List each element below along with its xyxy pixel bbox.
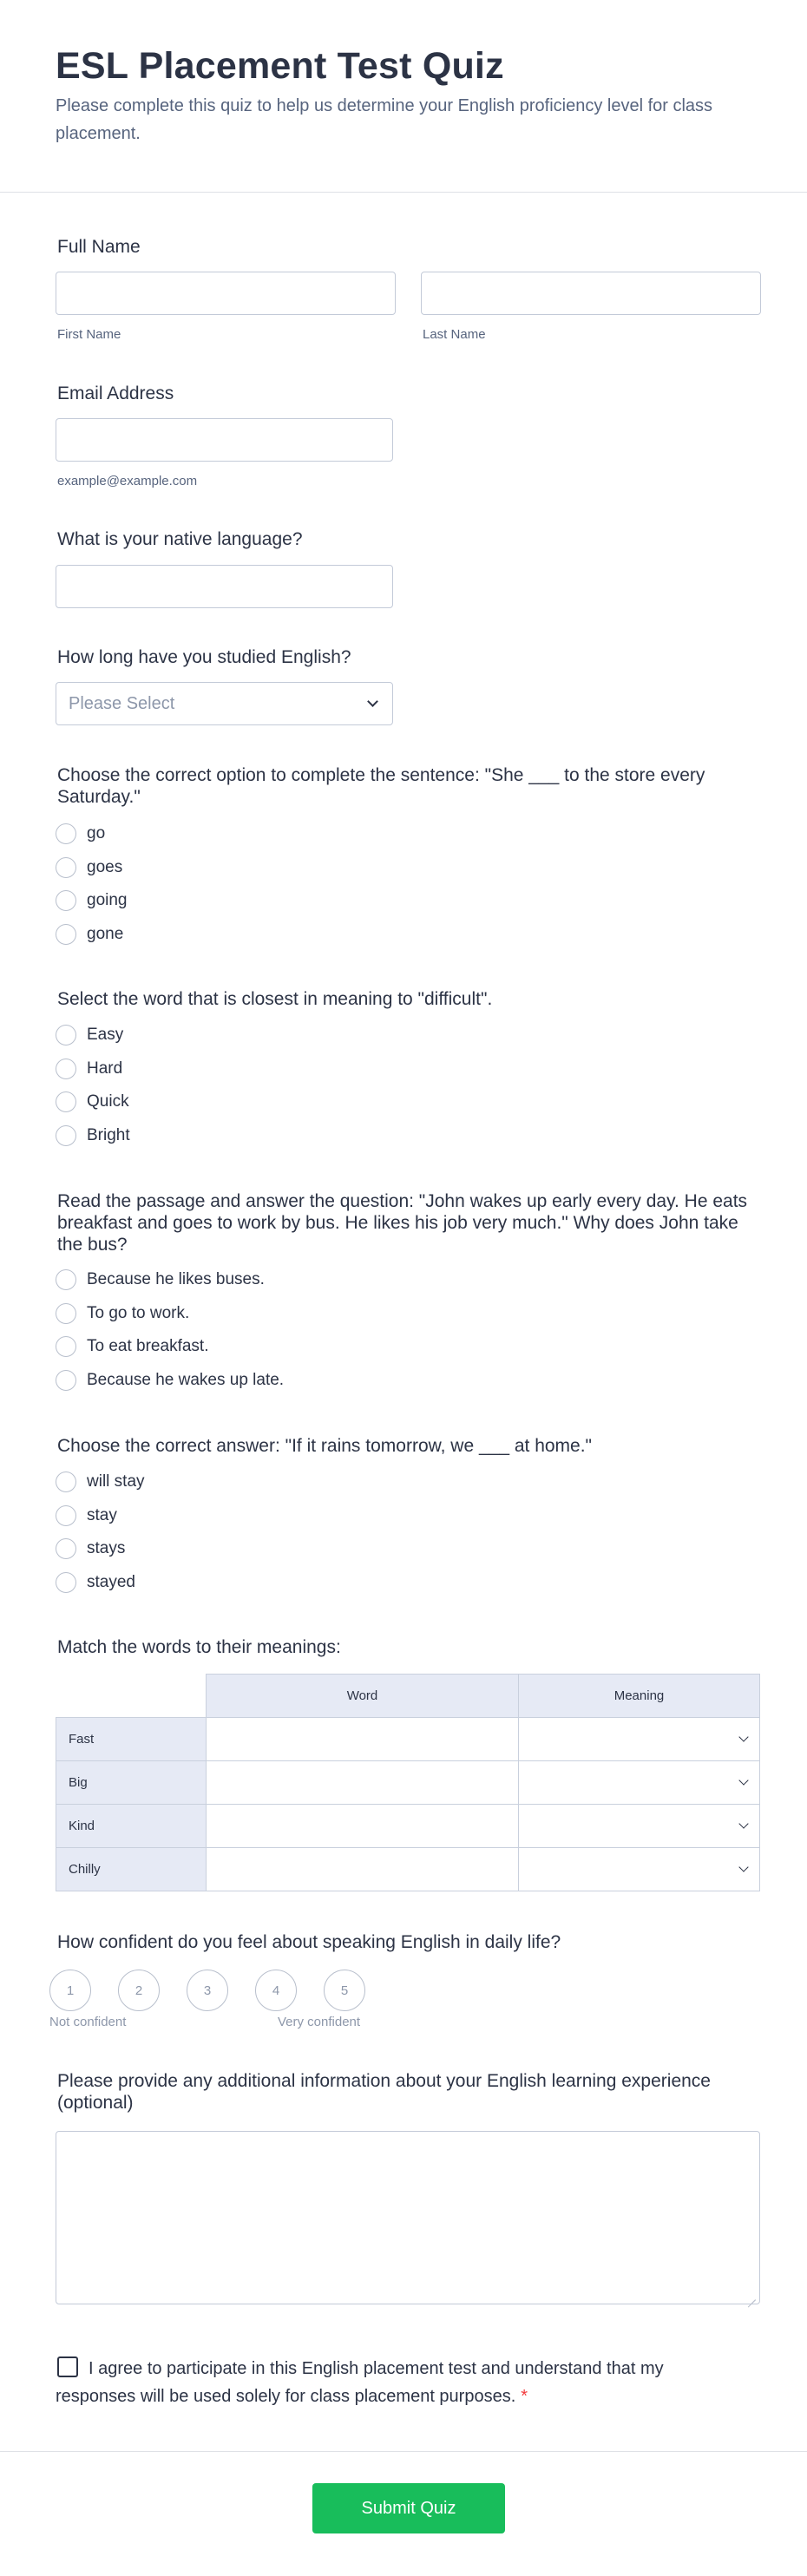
first-name-sublabel: First Name — [57, 327, 121, 342]
scale-option-1[interactable]: 1 — [49, 1970, 91, 2011]
matching-row — [56, 1848, 760, 1891]
q2-option-easy[interactable]: Easy — [56, 1024, 123, 1046]
study-duration-label: How long have you studied English? — [57, 647, 351, 667]
email-input[interactable] — [56, 418, 393, 462]
matching-meaning-select[interactable] — [519, 1761, 760, 1805]
last-name-sublabel: Last Name — [423, 327, 486, 342]
page-title: ESL Placement Test Quiz — [56, 45, 504, 87]
additional-info-label: Please provide any additional information about your English learning experience (optional) — [57, 2071, 711, 2113]
matching-label: Match the words to their meanings: — [57, 1637, 341, 1657]
matching-meaning-select[interactable] — [519, 1805, 760, 1848]
matching-row-label: Kind — [56, 1805, 207, 1848]
chevron-down-icon — [738, 1862, 748, 1871]
q2-option-bright[interactable]: Bright — [56, 1124, 130, 1147]
matching-header-row — [56, 1675, 760, 1718]
scale-low-label: Not confident — [49, 2015, 127, 2029]
matching-row-label: Fast — [56, 1718, 207, 1761]
q4-option-stayed[interactable]: stayed — [56, 1571, 135, 1594]
q4-label: Choose the correct answer: "If it rains tomorrow, we ___ at home." — [57, 1436, 593, 1456]
q3-option-2[interactable]: To go to work. — [56, 1302, 189, 1325]
chevron-down-icon — [738, 1819, 748, 1828]
matching-word-input[interactable] — [207, 1761, 519, 1805]
chevron-down-icon — [738, 1775, 748, 1785]
matching-word-input[interactable] — [207, 1718, 519, 1761]
radio-button[interactable] — [56, 1370, 76, 1391]
resize-handle-icon[interactable] — [747, 2291, 756, 2300]
study-duration-value: Please Select — [69, 694, 175, 713]
matching-col-word: Word — [207, 1675, 519, 1718]
radio-button[interactable] — [56, 1572, 76, 1593]
native-language-input[interactable] — [56, 565, 393, 608]
matching-meaning-select[interactable] — [519, 1718, 760, 1761]
q4-option-stay[interactable]: stay — [56, 1504, 117, 1527]
radio-button[interactable] — [56, 1505, 76, 1526]
scale-option-5[interactable]: 5 — [324, 1970, 365, 2011]
first-name-input[interactable] — [56, 272, 396, 315]
scale-option-3[interactable]: 3 — [187, 1970, 228, 2011]
matching-row — [56, 1805, 760, 1848]
q1-option-go[interactable]: go — [56, 823, 105, 845]
radio-button[interactable] — [56, 924, 76, 945]
chevron-down-icon — [367, 696, 378, 707]
radio-button[interactable] — [56, 1091, 76, 1112]
full-name-label: Full Name — [57, 237, 141, 257]
email-label: Email Address — [57, 383, 174, 403]
radio-button[interactable] — [56, 1025, 76, 1045]
native-language-label: What is your native language? — [57, 529, 303, 549]
q2-option-hard[interactable]: Hard — [56, 1058, 122, 1080]
matching-row — [56, 1761, 760, 1805]
radio-button[interactable] — [56, 1538, 76, 1559]
additional-info-textarea[interactable] — [56, 2131, 760, 2304]
consent-text: I agree to participate in this English placement test and understand that my responses will be used solely for class placement purposes. — [56, 2359, 664, 2406]
scale-option-2[interactable]: 2 — [118, 1970, 160, 2011]
q2-option-quick[interactable]: Quick — [56, 1091, 129, 1113]
q1-option-goes[interactable]: goes — [56, 856, 122, 879]
consent-label — [56, 2355, 698, 2410]
footer-divider — [0, 2451, 807, 2452]
email-sublabel: example@example.com — [57, 474, 198, 488]
q3-label: Read the passage and answer the question: "John wakes up early every day. He eats breakfast and goes to work by bus. He likes his job very much." Why does John take the bus? — [57, 1191, 748, 1255]
scale-option-4[interactable]: 4 — [255, 1970, 297, 2011]
page-subtitle: Please complete this quiz to help us determine your English proficiency level for class placement. — [56, 96, 713, 143]
q4-option-stays[interactable]: stays — [56, 1537, 125, 1560]
chevron-down-icon — [738, 1732, 748, 1741]
q2-label: Select the word that is closest in meaning to "difficult". — [57, 989, 493, 1009]
confidence-label: How confident do you feel about speaking English in daily life? — [57, 1932, 561, 1952]
study-duration-select[interactable] — [56, 682, 393, 725]
q1-option-gone[interactable]: gone — [56, 923, 123, 946]
matching-col-meaning: Meaning — [519, 1675, 760, 1718]
matching-meaning-select[interactable] — [519, 1848, 760, 1891]
matching-corner — [56, 1675, 207, 1718]
matching-word-input[interactable] — [207, 1848, 519, 1891]
matching-row — [56, 1718, 760, 1761]
q4-option-will-stay[interactable]: will stay — [56, 1471, 145, 1493]
q3-option-4[interactable]: Because he wakes up late. — [56, 1369, 284, 1392]
matching-word-input[interactable] — [207, 1805, 519, 1848]
radio-button[interactable] — [56, 1336, 76, 1357]
radio-button[interactable] — [56, 1059, 76, 1079]
matching-table — [56, 1674, 760, 1891]
matching-row-label: Big — [56, 1761, 207, 1805]
radio-button[interactable] — [56, 857, 76, 878]
q1-label: Choose the correct option to complete the sentence: "She ___ to the store every Saturday." — [57, 765, 705, 807]
radio-button[interactable] — [56, 1125, 76, 1146]
scale-high-label: Very confident — [278, 2015, 361, 2029]
q3-option-3[interactable]: To eat breakfast. — [56, 1335, 208, 1358]
radio-button[interactable] — [56, 1303, 76, 1324]
radio-button[interactable] — [56, 1472, 76, 1492]
radio-button[interactable] — [56, 1269, 76, 1290]
form-header — [0, 0, 807, 193]
matching-row-label: Chilly — [56, 1848, 207, 1891]
submit-button[interactable]: Submit Quiz — [312, 2483, 505, 2533]
q3-option-1[interactable]: Because he likes buses. — [56, 1268, 265, 1291]
required-asterisk: * — [521, 2387, 528, 2406]
last-name-input[interactable] — [421, 272, 761, 315]
radio-button[interactable] — [56, 823, 76, 844]
radio-button[interactable] — [56, 890, 76, 911]
q1-option-going[interactable]: going — [56, 889, 128, 912]
